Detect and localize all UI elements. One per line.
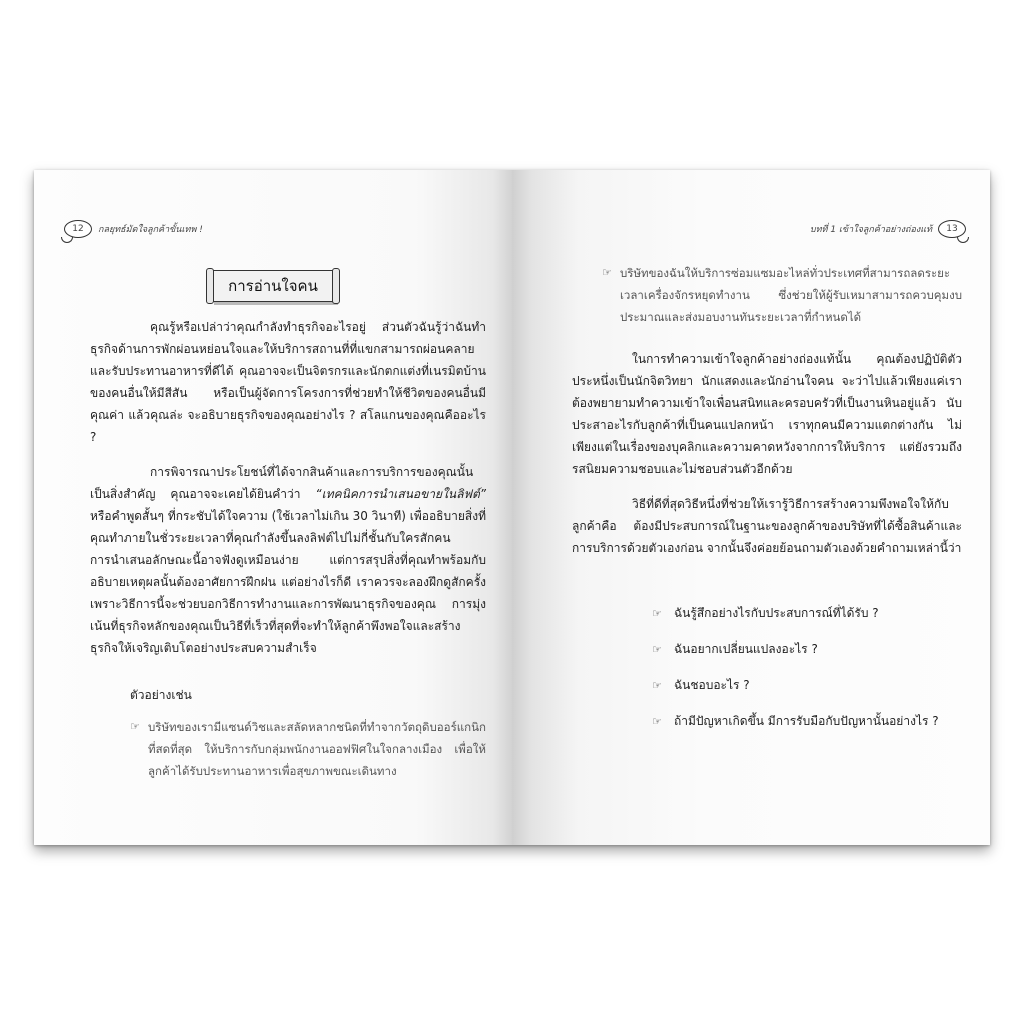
section-title-scroll [211,270,335,302]
page-number: 13 [946,224,958,234]
running-header: บทที่ 1 เข้าใจลูกค้าอย่างถ่องแท้ [809,225,932,235]
paragraph-text: การพิจารณาประโยชน์ที่ได้จากสินค้าและการบริการของคุณนั้นเป็นสิ่งสำคัญ คุณอาจจะเคยได้ยินคำว่า [90,465,474,501]
paragraph: คุณรู้หรือเปล่าว่าคุณกำลังทำธุรกิจอะไรอยู่ ส่วนตัวฉันรู้ว่าฉันทำธุรกิจด้านการพักผ่อนหย่อนใจและให้บริการสถานที่ที่แขกสามารถผ่อนคลายและรับประทานอาหารที่ดีได้ คุณอาจจะเป็นจิตรกรและนักตกแต่งที่เนรมิตบ้านของคนอื่นให้มีสีสัน หรือเป็นผู้จัดการโครงการที่ช่วยทำให้ชีวิตของคนอื่นมีคุณค่า แล้วคุณล่ะ จะอธิบายธุรกิจของคุณอย่างไร ? สโลแกนของคุณคืออะไร ? [90,320,486,444]
question-text: ฉันรู้สึกอย่างไรกับประสบการณ์ที่ได้รับ ? [674,605,879,620]
page-number: 12 [72,224,84,234]
question-text: ฉันชอบอะไร ? [674,677,750,692]
paragraph: ในการทำความเข้าใจลูกค้าอย่างถ่องแท้นั้น คุณต้องปฏิบัติตัวประหนึ่งเป็นนักจิตวิทยา นักแสดงและนักอ่านใจคน จะว่าไปแล้วเพียงแค่เราต้องพยายามทำความเข้าใจเพื่อนสนิทและครอบครัวที่เป็นงานหินอยู่แล้ว นับประสาอะไรกับลูกค้าที่เป็นคนแปลกหน้า เราทุกคนมีความแตกต่างกัน ไม่เพียงแต่ในเรื่องของบุคลิกและความคาดหวังจากการให้บริการ แต่ยังรวมถึงรสนิยมความชอบและไม่ชอบส่วนตัวอีกด้วย [572,352,962,476]
left-page [34,170,512,845]
question-item [652,667,962,703]
question-text: ฉันอยากเปลี่ยนแปลงอะไร ? [674,641,818,656]
paragraph-text: หรือคำพูดสั้นๆ ที่กระชับได้ใจความ (ใช้เวลาไม่เกิน 30 วินาที) เพื่ออธิบายสิ่งที่คุณทำภายในชั่วระยะเวลาที่คุณกำลังขึ้นลงลิฟต์ไปไม่กี่ชั้นกับใครสักคน การนำเสนอลักษณะนี้อาจฟังดูเหมือนง่าย แต่การสรุปสิ่งที่คุณทำพร้อมกับอธิบายเหตุผลนั้นต้องอาศัยการฝึกฝน แต่อย่างไรก็ดี เราควรจะลองฝึกดูสักครั้งเพราะวิธีการนี้จะช่วยบอกวิธีการทำงานและการพัฒนาธุรกิจของคุณ การมุ่งเน้นที่ธุรกิจหลักของคุณเป็นวิธีที่เร็วที่สุดที่จะทำให้ลูกค้าพึงพอใจและสร้างธุรกิจให้เจริญเติบโตอย่างประสบความสำเร็จ [90,509,486,655]
pointing-hand-icon: ☞ [652,714,662,728]
question-list [652,595,962,739]
example-item [602,262,962,328]
paragraph: วิธีที่ดีที่สุดวิธีหนึ่งที่ช่วยให้เรารู้วิธีการสร้างความพึงพอใจให้กับลูกค้าคือ ต้องมีประสบการณ์ในฐานะของลูกค้าของบริษัทที่ได้ซื้อสินค้าและการบริการด้วยตัวเองก่อน จากนั้นจึงค่อยย้อนถามตัวเองด้วยคำถามเหล่านี้ว่า [572,497,962,555]
example-text: บริษัทของฉันให้บริการซ่อมแซมอะไหล่ทั่วประเทศที่สามารถลดระยะเวลาเครื่องจักรหยุดทำงาน ซึ่งช่วยให้ผู้รับเหมาสามารถควบคุมงบประมาณและส่งมอบงานทันระยะเวลาที่กำหนดได้ [620,266,962,324]
running-header: กลยุทธ์มัดใจลูกค้าขั้นเทพ ! [98,225,203,235]
pointing-hand-icon: ☞ [652,642,662,656]
pointing-hand-icon: ☞ [602,266,612,279]
paragraph [90,461,486,659]
question-text: ถ้ามีปัญหาเกิดขึ้น มีการรับมือกับปัญหานั้นอย่างไร ? [674,713,939,728]
question-item [652,595,962,631]
right-page [512,170,990,845]
example-heading: ตัวอย่างเช่น [130,688,192,702]
speech-bubble-icon [938,220,966,238]
question-item [652,703,962,739]
pointing-hand-icon: ☞ [130,720,140,733]
pointing-hand-icon: ☞ [652,678,662,692]
italic-term: “เทคนิคการนำเสนอขายในลิฟต์” [315,487,486,501]
right-page-header [804,220,966,238]
pointing-hand-icon: ☞ [652,606,662,620]
speech-bubble-icon [64,220,92,238]
left-page-header [64,220,209,238]
question-item [652,631,962,667]
section-title: การอ่านใจคน [228,277,318,295]
example-item [130,716,486,782]
open-book [34,170,990,845]
example-text: บริษัทของเรามีแซนด์วิชและสลัดหลากชนิดที่ทำจากวัตถุดิบออร์แกนิกที่สดที่สุด ให้บริการกับกลุ่มพนักงานออฟฟิศในใจกลางเมือง เพื่อให้ลูกค้าได้รับประทานอาหารเพื่อสุขภาพขณะเดินทาง [148,720,486,778]
